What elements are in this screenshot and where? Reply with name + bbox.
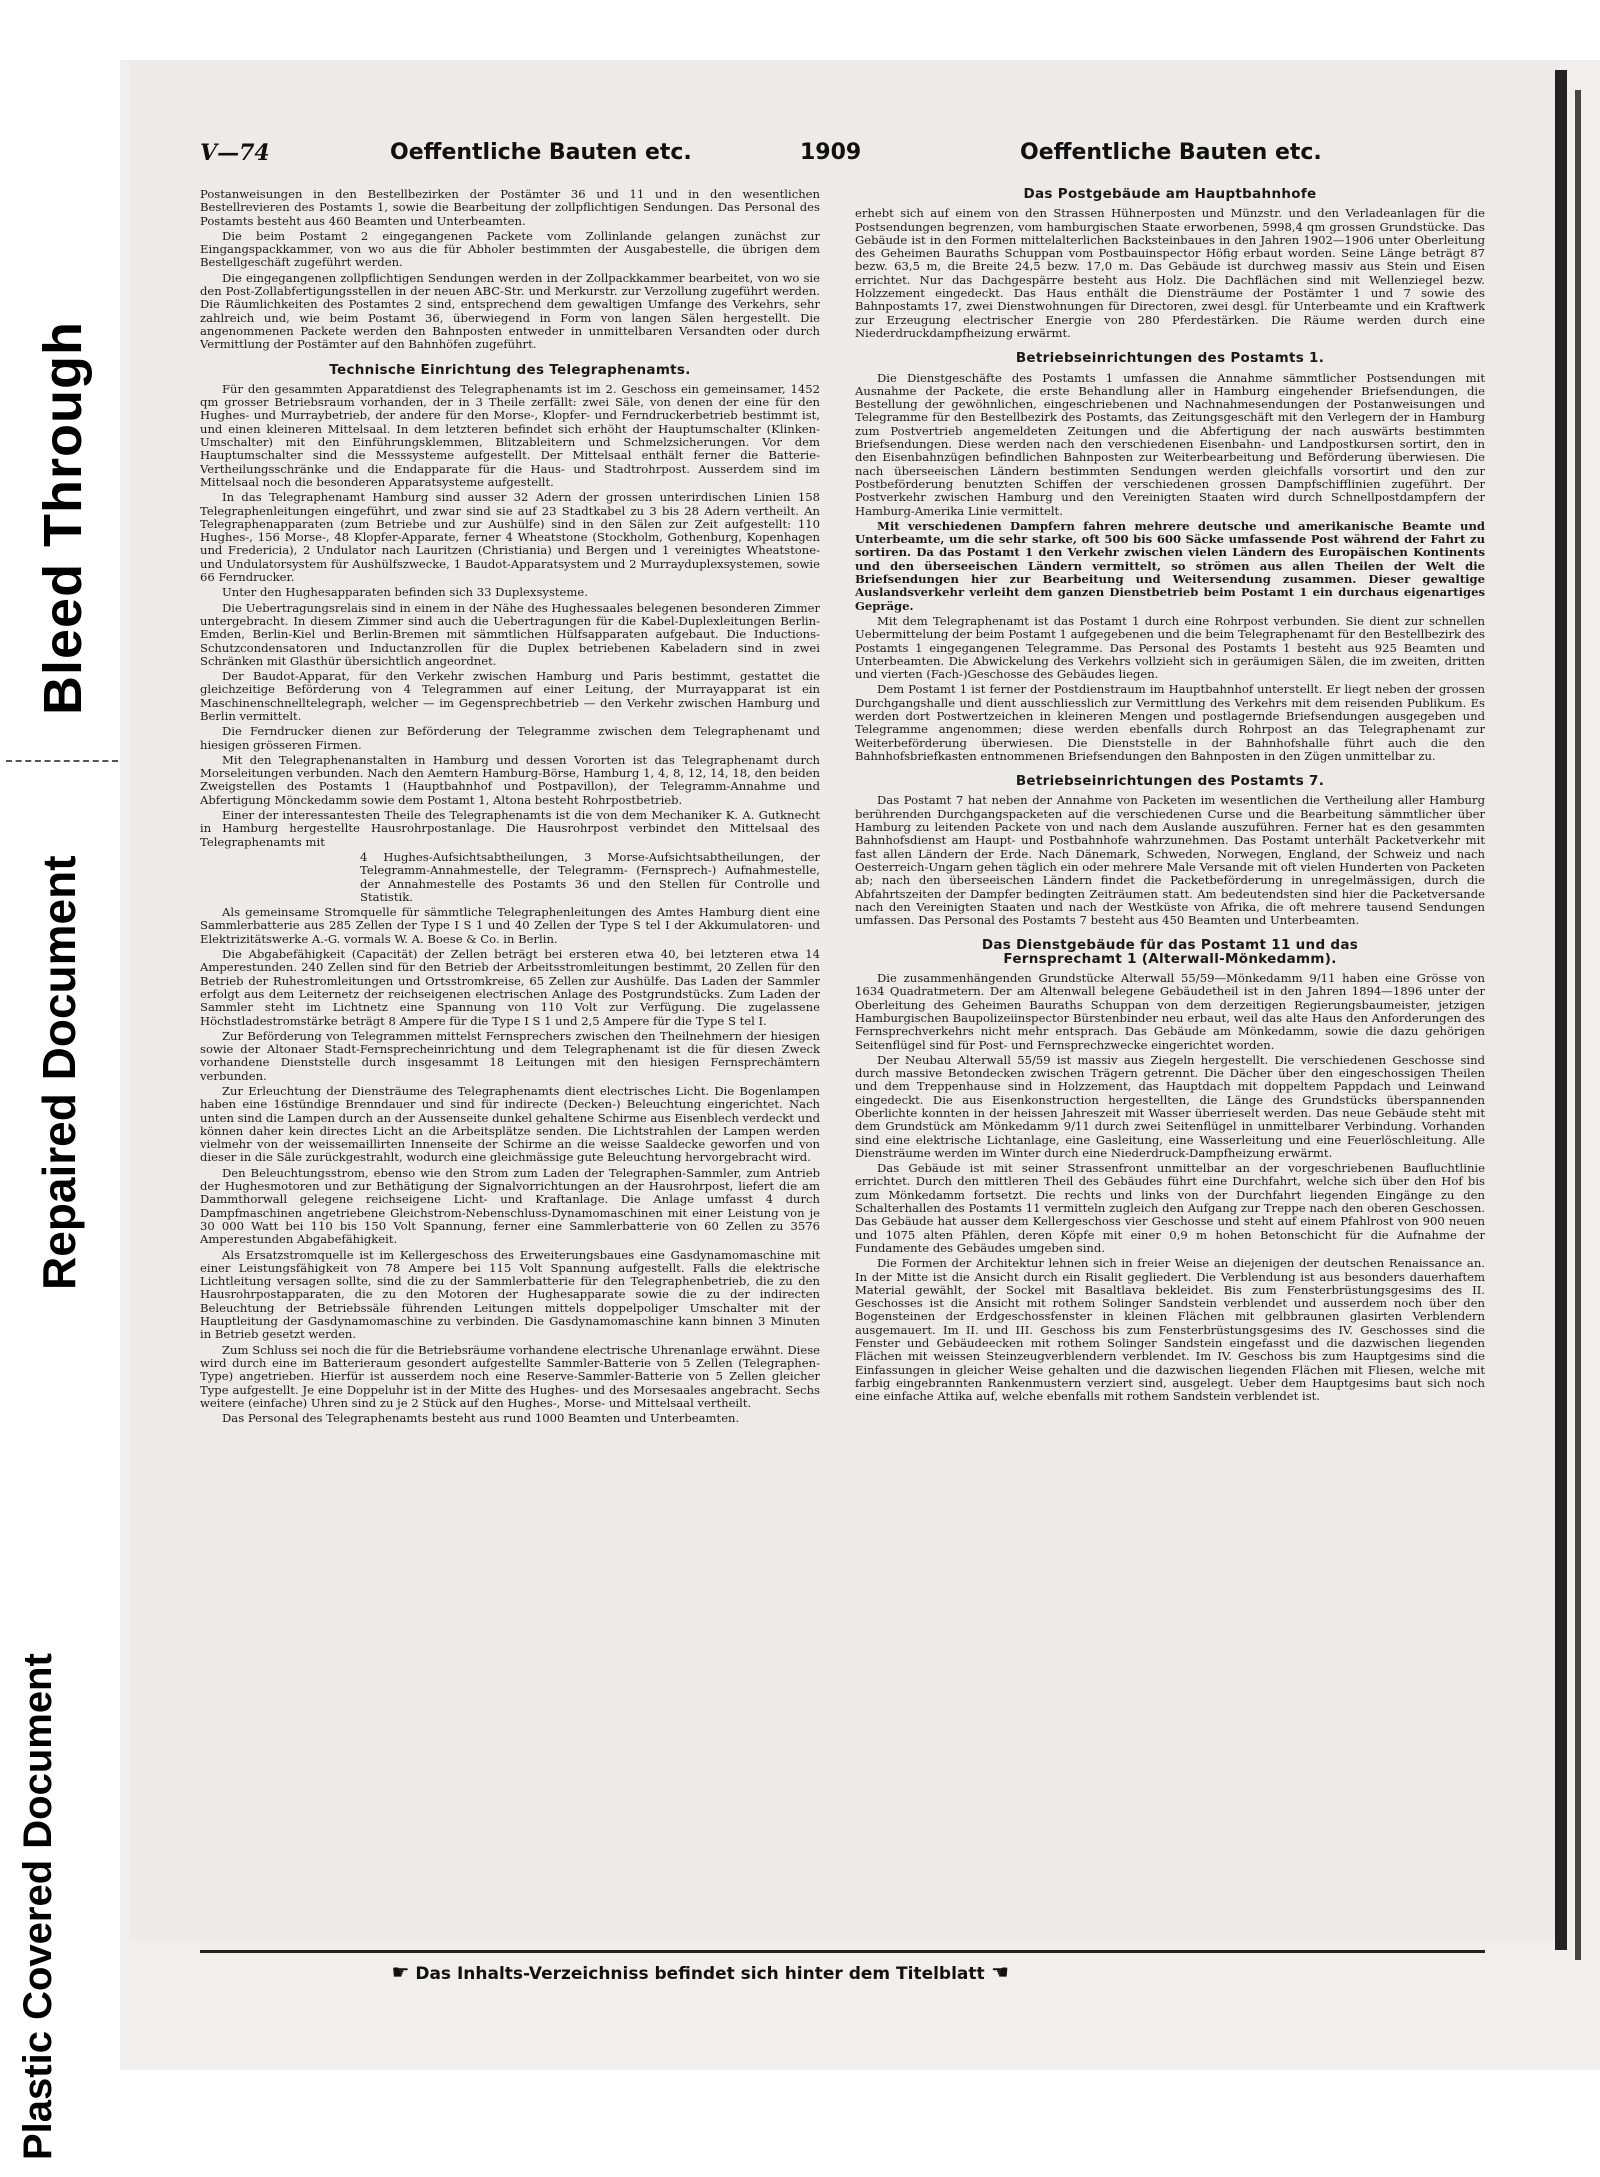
paragraph: Die Ferndrucker dienen zur Beförderung der Telegramme zwischen dem Telegraphenamt und hiesigen grösseren Firmen. (200, 724, 820, 752)
page-edge-shadow (1555, 70, 1567, 1950)
paragraph: Die Uebertragungsrelais sind in einem in der Nähe des Hughessaales belegenen besonderen Zimmer untergebracht. In diesem Zimmer sind auch die Uebertragungen für die Kabel-Duplexleitungen Berlin-Emden, Berlin-Kiel und Berlin-Bremen mit sämmtlichen Hülfsapparaten aufgebaut. Die Inductions-Schutzcondensatoren und Inductanzrollen für die Duplex betriebenen Kabeladern sind in zwei Schränken mit Glasthür übersichtlich angeordnet. (200, 600, 820, 668)
paragraph: Zur Erleuchtung der Diensträume des Telegraphenamts dient electrisches Licht. Die Bogenlampen haben eine 16stündige Brenndauer und sind für indirecte (Decken-) Beleuchtung eingerichtet. Nach unten sind die Lampen durch an der Aussenseite dunkel gehaltene Schirme aus Eisenblech verdeckt und können daher kein directes Licht an die Arbeitsplätze senden. Die Lichtstrahlen der Lampen werden vielmehr von der weissemaillirten Innenseite der Schirme an die weisse Saaldecke geworfen und von dieser in die Säle zurückgestrahlt, wodurch eine gleichmässige gute Beleuchtung hervorgebracht wird. (200, 1084, 820, 1165)
paragraph: Mit verschiedenen Dampfern fahren mehrere deutsche und amerikanische Beamte und Unterbeamte, um die sehr starke, oft 500 bis 600 Säcke umfassende Post während der Fahrt zu sortiren. Da das Postamt 1 den Verkehr zwischen vielen Ländern des Europäischen Kontinents und den überseeischen Ländern vermittelt, so strömen aus allen Theilen der Welt die Briefsendungen hier zur Bearbeitung und Weitersendung zusammen. Dieser gewaltige Auslandsverkehr verleiht dem ganzen Dienstbetrieb beim Postamt 1 ein durchaus eigenartiges Gepräge. (855, 518, 1485, 613)
bleed-through-label: Bleed Through (33, 321, 93, 715)
paragraph: Der Neubau Alterwall 55/59 ist massiv aus Ziegeln hergestellt. Die verschiedenen Geschosse sind durch massive Betondecken zwischen Trägern getrennt. Die Dächer über den eingeschossigen Theilen und dem Treppenhause sind in Holzzement, das Hauptdach mit doppeltem Pappdach und Leinwand eingedeckt. Die aus Eisenkonstruction hergestellten, die Länge des Grundstücks überspannenden Oberlichte konnten in der heissen Jahreszeit mit Wasser überrieselt werden. Das neue Gebäude steht mit dem Grundstück am Mönkedamm 9/11 durch zwei Seitenflügel in unmittelbarer Verbindung. Vorhanden sind eine elektrische Lichtanlage, eine Gasleitung, eine Wasserleitung und eine Feuerlöschleitung. Alle Diensträume werden im Winter durch eine Niederdruck-Dampfheizung erwärmt. (855, 1052, 1485, 1160)
paragraph: Zur Beförderung von Telegrammen mittelst Fernsprechers zwischen den Theilnehmern der hiesigen sowie der Altonaer Stadt-Fernsprecheinrichtung und dem Telegraphenamt ist die für diesen Zweck vorhandene Dienststelle durch insgesammt 18 Leitungen mit den hiesigen Fernsprechämtern verbunden. (200, 1028, 820, 1083)
paragraph: Mit dem Telegraphenamt ist das Postamt 1 durch eine Rohrpost verbunden. Sie dient zur schnellen Uebermittelung der beim Postamt 1 aufgegebenen und die beim Telegraphenamt für den Bestellbezirk des Postamts 1 eingegangenen Telegramme. Das Personal des Postamts 1 besteht aus 925 Beamten und Unterbeamten. Die Abwickelung des Verkehrs vollzieht sich in geräumigen Sälen, die im zweiten, dritten und vierten (Fach-)Geschosse des Gebäudes liegen. (855, 613, 1485, 682)
footer-note (200, 1960, 1200, 1984)
paragraph: Das Personal des Telegraphenamts besteht aus rund 1000 Beamten und Unterbeamten. (222, 1411, 740, 1426)
paragraph: erhebt sich auf einem von den Strassen Hühnerposten und Münzstr. und den Verladeanlagen für die Postsendungen begrenzen, vom hamburgischen Staate erworbenen, 5998,4 qm grossen Grundstücke. Das Gebäude ist in den Formen mittelalterlichen Backsteinbaues in den Jahren 1902—1906 unter Oberleitung des Geheimen Bauraths Schuppan vom Postbauinspector Höfig erbaut worden. Seine Länge beträgt 87 bezw. 63,5 m, die Breite 24,5 bezw. 17,0 m. Das Gebäude ist durchweg massiv aus Stein und Eisen errichtet. Nur das Dachgespärre besteht aus Holz. Die Dachflächen sind mit Wellenziegel bezw. Holzzement eingedeckt. Das Haus enthält die Diensträume der Postämter 1 und 7 sowie des Bahnpostamts 17, zwei Dienstwohnungen für Directoren, zwei desgl. für Unterbeamte und ein Kraftwerk zur Erzeugung electrischer Energie von 280 Pferdestärken. Die Räume werden durch eine Niederdruckdampfheizung erwärmt. (855, 206, 1485, 340)
paragraph: Die beim Postamt 2 eingegangenen Packete vom Zollinlande gelangen zunächst zur Eingangspackkammer, von wo aus die für Abholer bestimmten der Ausgabestelle, die übrigen dem Bestellgeschäft zugeführt werden. (200, 228, 820, 270)
section-heading: Betriebseinrichtungen des Postamts 1. (1015, 350, 1325, 367)
paragraph: Den Beleuchtungsstrom, ebenso wie den Strom zum Laden der Telegraphen-Sammler, zum Antrieb der Hughesmotoren und zur Bethätigung der Signalvorrichtungen an der Hausrohrpost, liefert die am Dammthorwall gelegene reichseigene Licht- und Kraftanlage. Die Anlage umfasst 4 durch Dampfmaschinen angetriebene Gleichstrom-Nebenschluss-Dynamomaschinen mit einer Leistung von je 30 000 Watt bei 110 bis 150 Volt Spannung, ferner eine Sammlerbatterie von 60 Zellen zu 3576 Amperestunden Abgabefähigkeit. (200, 1165, 820, 1247)
paragraph: Die Abgabefähigkeit (Capacität) der Zellen beträgt bei ersteren etwa 40, bei letzteren etwa 14 Amperestunden. 240 Zellen sind für den Betrieb der Arbeitsstromleitungen bestimmt, 20 Zellen für den Betrieb der Ruhestromleitungen und Ortsstromkreise, 65 Zellen zur Aushülfe. Das Laden der Sammler erfolgt aus dem Leiternetz der reichseigenen electrischen Anlage des Postgrundstücks. Zum Laden der Sammler steht im Lichtnetz eine Spannung von 110 Volt zur Verfügung. Die zugelassene Höchstladestromstärke beträgt 8 Ampere für die Type I S 1 und 2,5 Ampere für die Type S tel I. (200, 947, 820, 1028)
section-heading: Das Dienstgebäude für das Postamt 11 und das (981, 937, 1359, 954)
year: 1909 (800, 140, 862, 165)
scan-label-strip (0, 0, 120, 2177)
list-block: 4 Hughes-Aufsichtsabtheilungen, 3 Morse-Aufsichtsabtheilungen, der Telegramm-Annahmestelle, der Telegramm- (Fernsprech-) Aufnahmestelle, der Annahmestelle des Postamts 36 und den Stellen für Controlle und Statistik. (360, 849, 820, 904)
paragraph: Für den gesammten Apparatdienst des Telegraphenamts ist im 2. Geschoss ein gemeinsamer, 1452 qm grosser Betriebsraum vorhanden, der in 3 Theile zerfällt: zwei Säle, von denen der eine für den Hughes- und Murraybetrieb, der andere für den Morse-, Klopfer- und Ferndruckerbetrieb bestimmt ist, und einen kleineren Mittelsaal. In dem letzteren befindet sich erhöht der Hauptumschalter (Klinken-Umschalter) mit den Einführungsklemmen, Blitzableitern und Schmelzsicherungen. Vor dem Hauptumschalter sind die Messsysteme aufgestellt. Der Mittelsaal enthält ferner die Batterie-Vertheilungsschränke und die Endapparate für die Haus- und Stadtrohrpost. Ausserdem sind im Mittelsaal noch die besonderen Apparatsysteme aufgestellt. (200, 381, 820, 489)
left-column (200, 188, 820, 1933)
paragraph: Das Postamt 7 hat neben der Annahme von Packeten im wesentlichen die Vertheilung aller Hamburg berührenden Durchgangspacketen auf die verschiedenen Curse und die Bearbeitung sämmtlicher über Hamburg zu leitenden Packete von und nach dem Auslande auszuführen. Ferner hat es den gesammten Bahnhofsdienst am Haupt- und Postbahnhofe wahrzunehmen. Das Postamt unterhält Packetverkehr mit fast allen Ländern der Erde. Nach Dänemark, Schweden, Norwegen, England, der Schweiz und nach Oesterreich-Ungarn gehen täglich ein oder mehrere Male Versande mit oft vielen Hunderten von Packeten ab; nach den überseeischen Ländern findet die Packetbeförderung in unregelmässigen, durch die Abfahrtszeiten der Dampfer bedingten Zeiträumen statt. Am bedeutendsten sind hier die Packetversande nach den Vereinigten Staaten und nach der Westküste von Afrika, die oft mehrere tausend Sendungen umfassen. Das Personal des Postamts 7 besteht aus 450 Beamten und Unterbeamten. (855, 793, 1485, 928)
section-heading: Das Postgebäude am Hauptbahnhofe (1023, 188, 1317, 202)
paragraph: Der Baudot-Apparat, für den Verkehr zwischen Hamburg und Paris bestimmt, gestattet die gleichzeitige Beförderung von 4 Telegrammen auf einer Leitung, der Murrayapparat ist ein Maschinenschnelltelegraph, welcher — im Gegensprechbetrieb — den Verkehr zwischen Hamburg und Berlin vermittelt. (200, 669, 820, 723)
section-heading: Technische Einrichtung des Telegraphenamts. (329, 361, 691, 378)
paragraph: Das Gebäude ist mit seiner Strassenfront unmittelbar an der vorgeschriebenen Baufluchtlinie errichtet. Durch den mittleren Theil des Gebäudes führt eine Durchfahrt, welche sich über den Hof bis zum Mönkedamm fortsetzt. Die rechts und links von der Durchfahrt liegenden Eingänge zu den Schalterhallen des Postamts 11 vermitteln zugleich den Aufgang zur Treppe nach den oberen Geschossen. Das Gebäude hat ausser dem Kellergeschoss vier Geschosse und steht auf einem Pfahlrost von 900 neuen und 1075 alten Pfählen, deren Köpfe mit einer 0,9 m hohen Betonschicht für die Aufnahme der Fundamente des Gebäudes umgeben sind. (855, 1161, 1485, 1255)
paragraph: Dem Postamt 1 ist ferner der Postdienstraum im Hauptbahnhof unterstellt. Er liegt neben der grossen Durchgangshalle und dient ausschliesslich zur Vermittlung des Verkehrs mit dem reisenden Publikum. Es werden dort Postwertzeichen in kleineren Mengen und postlagernde Briefsendungen ausgegeben und Telegramme angenommen; diese werden ebenfalls durch Rohrpost an das Telegraphenamt zur Weiterbeförderung überwiesen. Die Dienststelle in der Bahnhofshalle führt auch die den Bahnhofsbriefkasten entnommenen Briefsendungen den Bahnposten in den Zügen unmittelbar zu. (855, 682, 1485, 763)
paragraph: Mit den Telegraphenanstalten in Hamburg und dessen Vororten ist das Telegraphenamt durch Morseleitungen verbunden. Nach den Aemtern Hamburg-Börse, Hamburg 1, 4, 8, 12, 14, 18, den beiden Zweigstellen des Postamts 1 (Hauptbahnhof und Postpavillon), der Telegramm-Annahme und Abfertigung Mönckedamm sowie dem Postamt 1, Altona besteht Rohrpostbetrieb. (200, 752, 820, 807)
section-heading: Betriebseinrichtungen des Postamts 7. (1015, 773, 1325, 790)
paragraph: Die zusammenhängenden Grundstücke Alterwall 55/59—Mönkedamm 9/11 haben eine Grösse von 1634 Quadratmetern. Der am Altenwall belegene Gebäudetheil ist in den Jahren 1894—1896 unter der Oberleitung des Geheimen Bauraths Schuppan von dem derzeitigen Regierungsbaumeister, jetzigen Hamburgischen Baupolizeiinspector Bürstenbinder neu erbaut, weil das alte Haus den Anforderungen des Fernsprechverkehrs nicht mehr entsprach. Das Gebäude am Mönkedamm, sowie die dazu gehörigen Seitenflügel sind für Post- und Fernsprechzwecke eingerichtet worden. (855, 971, 1485, 1052)
paragraph: Einer der interessantesten Theile des Telegraphenamts ist die von dem Mechaniker K. A. Gutknecht in Hamburg hergestellte Hausrohrpostanlage. Die Hausrohrpost verbindet den Mittelsaal des Telegraphenamts mit (200, 808, 820, 849)
running-title-right: Oeffentliche Bauten etc. (1020, 140, 1322, 165)
footer-rule (200, 1950, 1485, 1953)
right-column (855, 188, 1485, 1933)
page-number: V—74 (200, 140, 270, 166)
footer-text: Das Inhalts-Verzeichniss befindet sich hinter dem Titelblatt (415, 1964, 985, 1984)
pointing-hand-icon: ☛ (990, 1960, 1009, 1984)
running-title-left: Oeffentliche Bauten etc. (390, 140, 692, 165)
paragraph: Unter den Hughesapparaten befinden sich 33 Duplexsysteme. (222, 585, 588, 600)
page-header (200, 134, 1322, 170)
paragraph: Postanweisungen in den Bestellbezirken der Postämter 36 und 11 und in den wesentlichen Bestellrevieren des Postamts 1, sowie die Bearbeitung der zollpflichtigen Sendungen. Das Personal des Postamts besteht aus 460 Beamten und Unterbeamten. (200, 188, 820, 228)
paragraph: Die eingegangenen zollpflichtigen Sendungen werden in der Zollpackkammer bearbeitet, von wo sie den Post-Zollabfertigungsstellen in der neuen ABC-Str. und Merkurstr. zur Verzollung zugeführt werden. Die Räumlichkeiten des Postamtes 2 sind, entsprechend dem gewaltigen Umfange des Verkehrs, sehr zahlreich und, wie beim Postamt 36, überwiegend in Form von langen Sälen hergestellt. Die angenommenen Packete werden den Bahnposten entweder in unmittelbaren Versandten oder durch Vermittlung der Postämter auf den Bahnhöfen zugeführt. (200, 270, 820, 352)
repaired-document-label: Repaired Document (33, 855, 85, 1290)
paragraph: Die Formen der Architektur lehnen sich in freier Weise an diejenigen der deutschen Renaissance an. In der Mitte ist die Ansicht durch ein Risalit gegliedert. Die Verblendung ist aus besonders dauerhaftem Material gewählt, der Sockel mit Basaltlava bekleidet. Bis zum Fensterbrüstungsgesims des II. Geschosses ist die Ansicht mit rothem Solinger Sandstein verblendet und ausserdem noch über den Bogensteinen der Erdgeschossfenster in kleinen Flächen mit gelbbraunen glasirten Verblendern ausgemauert. Im II. und III. Geschoss bis zum Fensterbrüstungsgesims des IV. Geschosses sind die Fenster und Gebäudeecken mit rothem Solinger Sandstein eingefasst und die dazwischen liegenden Flächen mit weissen Steinzeugverblendern verblendet. Im IV. Geschoss bis zum Hauptgesims sind die Einfassungen in gleicher Weise gehalten und die dazwischen liegenden Flächen mit Fliesen, welche mit farbig eingebrannten Rankenmustern verziert sind, ausgelegt. Ueber dem Hauptgesims baut sich noch eine einfache Attika auf, welche ebenfalls mit rothem Sandstein verblendet ist. (855, 1256, 1485, 1404)
paragraph: Zum Schluss sei noch die für die Betriebsräume vorhandene electrische Uhrenanlage erwähnt. Diese wird durch eine im Batterieraum gesondert aufgestellte Sammler-Batterie von 5 Zellen (Telegraphen-Type) angetrieben. Hierfür ist ausserdem noch eine Reserve-Sammler-Batterie von 5 Zellen gleicher Type aufgestellt. Je eine Doppeluhr ist in der Mitte des Hughes- und des Morsesaales angebracht. Sechs weitere (einfache) Uhren sind zu je 2 Stück auf den Hughes-, Morse- und Mittelsaal vertheilt. (200, 1342, 820, 1410)
label-divider (6, 760, 118, 762)
paragraph: Als gemeinsame Stromquelle für sämmtliche Telegraphenleitungen des Amtes Hamburg dient eine Sammlerbatterie aus 285 Zellen der Type I S 1 und 40 Zellen der Type S tel I der Akkumulatoren- und Elektrizitätswerke A.-G. vormals W. A. Boese & Co. in Berlin. (200, 905, 820, 946)
paragraph: In das Telegraphenamt Hamburg sind ausser 32 Adern der grossen unterirdischen Linien 158 Telegraphenleitungen eingeführt, und zwar sind sie auf 23 Stadtkabel zu 3 bis 28 Adern vertheilt. An Telegraphenapparaten (zum Betriebe und zur Aushülfe) sind in den Sälen zur Zeit aufgestellt: 110 Hughes-, 156 Morse-, 48 Klopfer-Apparate, ferner 4 Wheatstone (Stockholm, Gothenburg, Kopenhagen und Fredericia), 2 Undulator nach Lauritzen (Christiania) und Bergen und 1 vereinigtes Wheatstone- und Undulatorsystem für Aushülfszwecke, 1 Baudot-Apparatsystem und 2 Murrayduplexsystemen, sowie 66 Ferndrucker. (200, 490, 820, 585)
paragraph: Als Ersatzstromquelle ist im Kellergeschoss des Erweiterungsbaues eine Gasdynamomaschine mit einer Leistungsfähigkeit von 78 Ampere bei 115 Volt Spannung aufgestellt. Falls die elektrische Lichtleitung versagen sollte, sind die zu der Sammlerbatterie für den Telegraphenbetrieb, die zu den Hausrohrpostapparaten, die zu den Motoren der Hughesapparate sowie die zu der indirecten Beleuchtung der Betriebssäle führenden Leitungen mittels doppelpoliger Umschalter mit der Hauptleitung der Gasdynamomaschine zu verbinden. Die Gasdynamomaschine kann binnen 3 Minuten in Betrieb gesetzt werden. (200, 1247, 820, 1342)
paragraph: Die Dienstgeschäfte des Postamts 1 umfassen die Annahme sämmtlicher Postsendungen mit Ausnahme der Packete, die erste Behandlung aller in Hamburg eingehender Briefsendungen, die Bestellung der gewöhnlichen, eingeschriebenen und Nachnahmesendungen der Postanweisungen und Telegramme für den Bestellbezirk des Postamts, das Zeitungsgeschäft mit den Verlegern der in Hamburg zum Postvertrieb angemeldeten Zeitungen und die Abfertigung der nach auswärts bestimmten Briefsendungen. Diese werden nach den verschiedenen Eisenbahn- und Landpostkursen sortirt, den in den Eisenbahnzügen befindlichen Bahnposten zur Weiterbearbeitung und Beförderung überwiesen. Die nach überseeischen Ländern bestimmten Sendungen werden gleichfalls vorsortirt und den zur Postbeförderung benutzten Schiffen der verschiedenen grossen Dampfschifflinien zugeführt. Der Postverkehr zwischen Hamburg und den Vereinigten Staaten wird durch Schnellpostdampfern der Hamburg-Amerika Linie vermittelt. (855, 370, 1485, 518)
pointing-hand-icon: ☛ (391, 1960, 410, 1984)
section-heading: Fernsprechamt 1 (Alterwall-Mönkedamm). (1003, 950, 1337, 967)
page-edge-shadow-inner (1575, 90, 1581, 1960)
plastic-covered-label: Plastic Covered Document (16, 1653, 60, 2160)
